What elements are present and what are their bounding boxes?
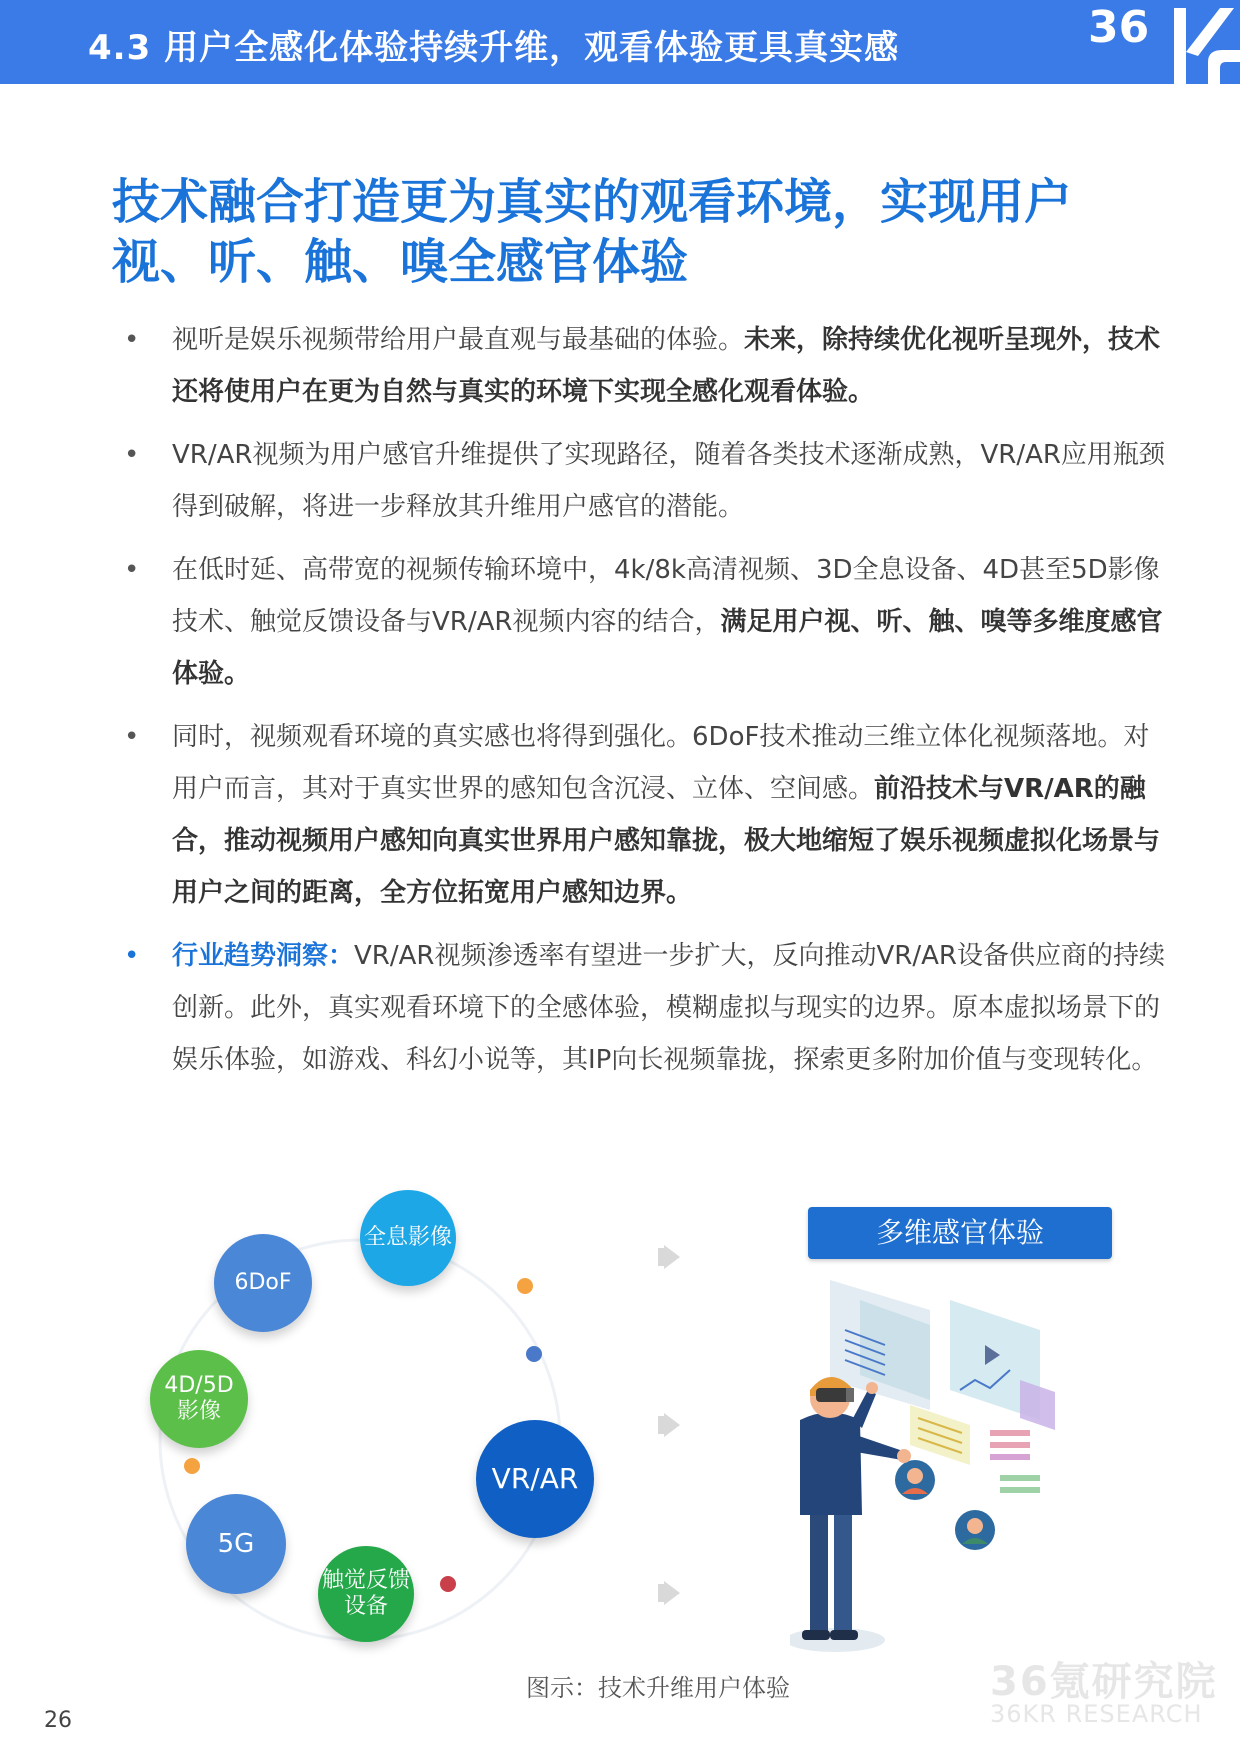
arrow-right-icon bbox=[664, 1245, 680, 1269]
orbit-dot bbox=[440, 1576, 456, 1592]
arrow-right-icon bbox=[664, 1581, 680, 1605]
bullet-text: 视听是娱乐视频带给用户最直观与最基础的体验。 bbox=[172, 325, 745, 355]
bullet-list bbox=[120, 314, 1170, 1097]
headline-line-2: 视、听、触、嗅全感官体验 bbox=[112, 234, 689, 290]
36kr-logo bbox=[1070, 0, 1240, 84]
experience-label-box: 多维感官体验 bbox=[808, 1207, 1112, 1259]
orbit-dot bbox=[526, 1346, 542, 1362]
bullet-dot-icon: • bbox=[124, 722, 140, 752]
watermark-cn: 36氪研究院 bbox=[990, 1659, 1218, 1705]
watermark-en: 36KR RESEARCH bbox=[990, 1700, 1203, 1728]
bullet-dot-icon: • bbox=[124, 941, 140, 971]
bubble-4d5d: 4D/5D 影像 bbox=[150, 1350, 248, 1448]
bubble-6dof: 6DoF bbox=[214, 1234, 312, 1332]
main-headline bbox=[112, 172, 1152, 292]
bullet-item-1 bbox=[120, 314, 1170, 418]
bullet-item-insight bbox=[120, 930, 1170, 1086]
bullet-dot-icon: • bbox=[124, 555, 140, 585]
vr-user-illustration bbox=[790, 1270, 1090, 1670]
bullet-item-3 bbox=[120, 544, 1170, 700]
svg-text:36: 36 bbox=[1088, 2, 1150, 53]
figure-caption: 图示：技术升维用户体验 bbox=[526, 1674, 790, 1702]
bullet-item-4 bbox=[120, 711, 1170, 919]
page-header bbox=[0, 0, 1240, 84]
arrow-right-icon bbox=[664, 1413, 680, 1437]
bubble-vrar: VR/AR bbox=[476, 1420, 594, 1538]
bubble-5g: 5G bbox=[186, 1494, 286, 1594]
orbit-dot bbox=[184, 1458, 200, 1474]
section-title: 4.3 用户全感化体验持续升维，观看体验更具真实感 bbox=[88, 28, 900, 68]
insight-label: 行业趋势洞察： bbox=[172, 941, 355, 971]
bullet-text: 在低时延、高带宽的视频传输环境中，4k/8k高清视频、3D全息设备、4D甚至5D影像技术、触觉反馈设备与VR/AR视频内容的结合， bbox=[172, 555, 1160, 637]
bubble-haptic: 触觉反馈 设备 bbox=[318, 1546, 414, 1642]
bullet-bold-text: 未来，除持续优化视听呈现外，技术还将使用户在更为自然与真实的环境下实现全感化观看体验。 bbox=[172, 325, 1161, 407]
bullet-text: VR/AR视频渗透率有望进一步扩大，反向推动VR/AR设备供应商的持续创新。此外，真实观看环境下的全感体验，模糊虚拟与现实的边界。原本虚拟场景下的娱乐体验，如游戏、科幻小说等，其IP向长视频靠拢，探索更多附加价值与变现转化。 bbox=[172, 941, 1165, 1075]
bullet-text: 同时，视频观看环境的真实感也将得到强化。6DoF技术推动三维立体化视频落地。对用户而言，其对于真实世界的感知包含沉浸、立体、空间感。 bbox=[172, 722, 1150, 804]
page-number: 26 bbox=[44, 1708, 72, 1733]
bullet-text: VR/AR视频为用户感官升维提供了实现路径，随着各类技术逐渐成熟，VR/AR应用瓶颈得到破解，将进一步释放其升维用户感官的潜能。 bbox=[172, 440, 1165, 522]
bullet-bold-text: 满足用户视、听、触、嗅等多维度感官体验。 bbox=[172, 607, 1163, 689]
bullet-dot-icon: • bbox=[124, 440, 140, 470]
headline-line-1: 技术融合打造更为真实的观看环境，实现用户 bbox=[112, 174, 1073, 230]
bullet-dot-icon: • bbox=[124, 325, 140, 355]
orbit-dot bbox=[517, 1278, 533, 1294]
bubble-hologram: 全息影像 bbox=[360, 1190, 456, 1286]
bullet-item-2 bbox=[120, 429, 1170, 533]
bullet-bold-text: 前沿技术与VR/AR的融合，推动视频用户感知向真实世界用户感知靠拢，极大地缩短了娱乐视频虚拟化场景与用户之间的距离，全方位拓宽用户感知边界。 bbox=[172, 774, 1161, 908]
